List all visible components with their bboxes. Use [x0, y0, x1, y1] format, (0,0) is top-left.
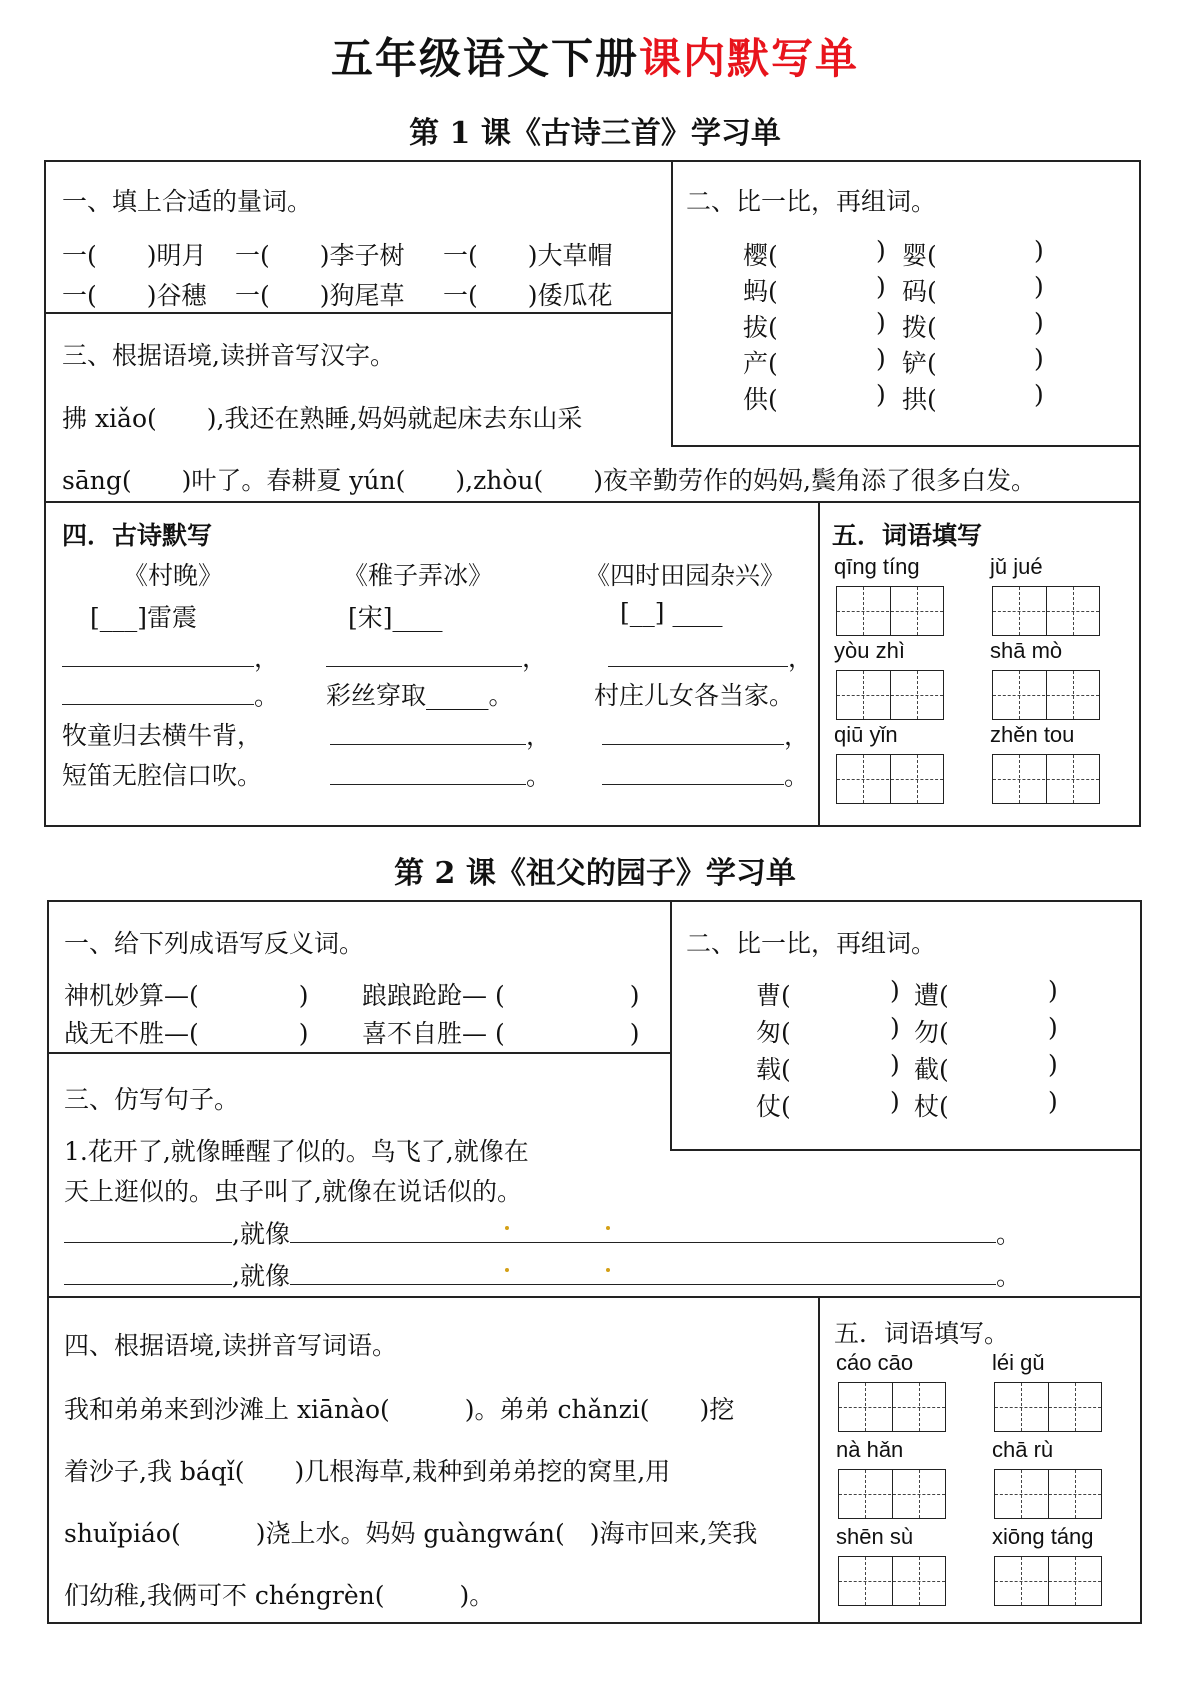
compare-char: 曹( [756, 981, 791, 1010]
marker-dot [505, 1268, 509, 1272]
poem-author: [___]雷震 [90, 603, 198, 632]
l1-s4-heading: 四．古诗默写 [62, 521, 213, 550]
divider [44, 501, 1141, 503]
compare-char: 遭( [914, 981, 949, 1010]
close-paren: ) [876, 236, 886, 265]
close-paren: ) [890, 1013, 900, 1042]
comma: ， [522, 643, 548, 673]
writing-grid[interactable] [838, 1382, 946, 1432]
close-paren: ) [1048, 976, 1058, 1005]
period: 。 [254, 681, 280, 711]
poem-title: 《稚子弄冰》 [343, 561, 494, 590]
pinyin-label: léi gǔ [992, 1350, 1045, 1375]
compare-char: 码( [902, 277, 937, 306]
close-paren: ) [1048, 1087, 1058, 1116]
l2-s3-example2: 天上逛似的。虫子叫了,就像在说话似的。 [64, 1177, 522, 1206]
pinyin-label: zhěn tou [990, 722, 1075, 747]
pinyin-label: nà hǎn [836, 1437, 904, 1462]
marker-dot [606, 1268, 610, 1272]
poem-line-blank[interactable] [62, 676, 279, 713]
divider [47, 1296, 1142, 1298]
compare-char: 杖( [914, 1092, 949, 1121]
compare-char: 匆( [756, 1018, 791, 1047]
l2-s3-example1: 1.花开了,就像睡醒了似的。鸟飞了,就像在 [64, 1137, 529, 1166]
writing-grid[interactable] [836, 670, 944, 720]
compare-char: 拨( [902, 313, 937, 342]
close-paren: ) [1034, 236, 1044, 265]
poem-line-blank[interactable] [326, 638, 547, 675]
close-paren: ) [876, 308, 886, 337]
pinyin-label: qiū yǐn [834, 722, 898, 747]
compare-char: 樱( [743, 241, 778, 270]
period: 。 [526, 761, 552, 791]
compare-char: 拱( [902, 385, 937, 414]
writing-grid[interactable] [838, 1469, 946, 1519]
l1-s1-item: 一( )明月 [62, 241, 207, 270]
pinyin-label: shēn sù [836, 1524, 914, 1549]
l2-s3-heading: 三、仿写句子。 [64, 1085, 240, 1114]
title-black: 五年级语文下册 [330, 34, 639, 83]
pinyin-label: qīng tíng [834, 554, 920, 579]
writing-grid[interactable] [836, 754, 944, 804]
close-paren: ) [1034, 272, 1044, 301]
pinyin-label: xiōng táng [992, 1524, 1094, 1549]
poem-title: 《四时田园杂兴》 [585, 561, 786, 590]
l2-s4-line: 们幼稚,我俩可不 chéngrèn( )。 [64, 1581, 495, 1610]
l2-s1-heading: 一、给下列成语写反义词。 [64, 929, 365, 958]
divider [47, 1052, 671, 1054]
poem-line-l2: 短笛无腔信口吹。 [62, 761, 263, 790]
lesson2-title: 第 2 课《祖父的园子》学习单 [394, 856, 796, 891]
pinyin-label: chā rù [992, 1437, 1054, 1462]
l2-s3-blank-line[interactable] [64, 1256, 1021, 1293]
lesson1-title: 第 1 课《古诗三首》学习单 [409, 116, 781, 151]
poem-line-c2: 彩丝穿取_____。 [326, 681, 514, 710]
writing-grid[interactable] [994, 1382, 1102, 1432]
compare-char: 铲( [902, 349, 937, 378]
l1-s1-item: 一( )大草帽 [443, 241, 613, 270]
l2-s1-item: 踉踉跄跄— ( ) [362, 981, 640, 1010]
close-paren: ) [1048, 1013, 1058, 1042]
l1-s1-item: 一( )倭瓜花 [443, 281, 613, 310]
l2-s1-item: 战无不胜—( ) [64, 1019, 309, 1048]
poem-title: 《村晚》 [123, 561, 224, 590]
pinyin-label: cáo cāo [836, 1350, 914, 1375]
l1-s5-heading: 五．词语填写 [832, 521, 983, 550]
writing-grid[interactable] [992, 754, 1100, 804]
writing-grid[interactable] [994, 1556, 1102, 1606]
poem-line-l1: 牧童归去横牛背， [62, 721, 263, 750]
poem-line-blank[interactable] [602, 716, 809, 753]
compare-char: 载( [756, 1055, 791, 1084]
jiuxiang: ,就像 [232, 1261, 290, 1291]
writing-grid[interactable] [838, 1556, 946, 1606]
writing-grid[interactable] [836, 586, 944, 636]
close-paren: ) [876, 272, 886, 301]
divider [818, 1296, 820, 1624]
compare-char: 仗( [756, 1092, 791, 1121]
l2-s4-line: shuǐpiáo( )浇上水。妈妈 guàngwán( )海市回来,笑我 [64, 1519, 758, 1548]
pinyin-label: shā mò [990, 638, 1063, 663]
comma: ， [526, 721, 552, 751]
compare-char: 产( [743, 349, 778, 378]
poem-line-blank[interactable] [330, 756, 551, 793]
compare-char: 蚂( [743, 277, 778, 306]
compare-char: 截( [914, 1055, 949, 1084]
period: 。 [784, 761, 810, 791]
comma: ， [784, 721, 810, 751]
l1-s1-item: 一( )狗尾草 [235, 281, 405, 310]
close-paren: ) [1034, 308, 1044, 337]
l1-s2-heading: 二、比一比，再组词。 [686, 187, 937, 216]
l2-s2-heading: 二、比一比，再组词。 [686, 929, 937, 958]
page-title [0, 26, 1190, 86]
comma: ， [788, 643, 814, 673]
close-paren: ) [890, 1087, 900, 1116]
l1-s1-item: 一( )李子树 [235, 241, 405, 270]
compare-char: 拔( [743, 313, 778, 342]
compare-char: 供( [743, 385, 778, 414]
l2-s1-item: 喜不自胜— ( ) [362, 1019, 640, 1048]
close-paren: ) [890, 1050, 900, 1079]
period: 。 [995, 1261, 1021, 1291]
l2-s3-blank-line[interactable] [64, 1214, 1021, 1251]
l2-s4-heading: 四、根据语境,读拼音写词语。 [64, 1331, 397, 1360]
pinyin-label: jǔ jué [990, 554, 1043, 579]
writing-grid[interactable] [994, 1469, 1102, 1519]
jiuxiang: ,就像 [232, 1219, 290, 1249]
poem-line-blank[interactable] [330, 716, 551, 753]
compare-char: 勿( [914, 1018, 949, 1047]
poem-line-blank[interactable] [608, 638, 813, 675]
writing-grid[interactable] [992, 586, 1100, 636]
l1-s3-line1: 拂 xiǎo( ),我还在熟睡,妈妈就起床去东山采 [62, 404, 583, 433]
l2-s4-line: 着沙子,我 báqǐ( )几根海草,栽种到弟弟挖的窝里,用 [64, 1457, 671, 1486]
l2-s5-heading: 五．词语填写。 [834, 1319, 1010, 1348]
writing-grid[interactable] [992, 670, 1100, 720]
close-paren: ) [890, 976, 900, 1005]
close-paren: ) [1034, 380, 1044, 409]
divider [818, 501, 820, 827]
l1-s1-item: 一( )谷穗 [62, 281, 207, 310]
close-paren: ) [876, 344, 886, 373]
period: 。 [995, 1219, 1021, 1249]
poem-author: [__] ____ [620, 598, 723, 627]
close-paren: ) [1048, 1050, 1058, 1079]
comma: ， [254, 643, 280, 673]
l2-s1-item: 神机妙算—( ) [64, 981, 309, 1010]
l1-s3-heading: 三、根据语境,读拼音写汉字。 [62, 341, 395, 370]
marker-dot [505, 1226, 509, 1230]
poem-line-c3: 村庄儿女各当家。 [594, 681, 795, 710]
l1-s1-heading: 一、填上合适的量词。 [62, 187, 313, 216]
l1-s3-line2: sāng( )叶了。春耕夏 yún( ),zhòu( )夜辛勤劳作的妈妈,鬓角添了很多白发。 [62, 466, 1036, 495]
divider [44, 312, 672, 314]
pinyin-label: yòu zhì [834, 638, 905, 663]
compare-char: 婴( [902, 241, 937, 270]
poem-line-blank[interactable] [62, 638, 279, 675]
poem-line-blank[interactable] [602, 756, 809, 793]
close-paren: ) [876, 380, 886, 409]
close-paren: ) [1034, 344, 1044, 373]
poem-author: [宋]____ [348, 603, 443, 632]
marker-dot [606, 1226, 610, 1230]
l2-s4-line: 我和弟弟来到沙滩上 xiānào( )。弟弟 chǎnzi( )挖 [64, 1395, 735, 1424]
title-red: 课内默写单 [639, 34, 860, 83]
